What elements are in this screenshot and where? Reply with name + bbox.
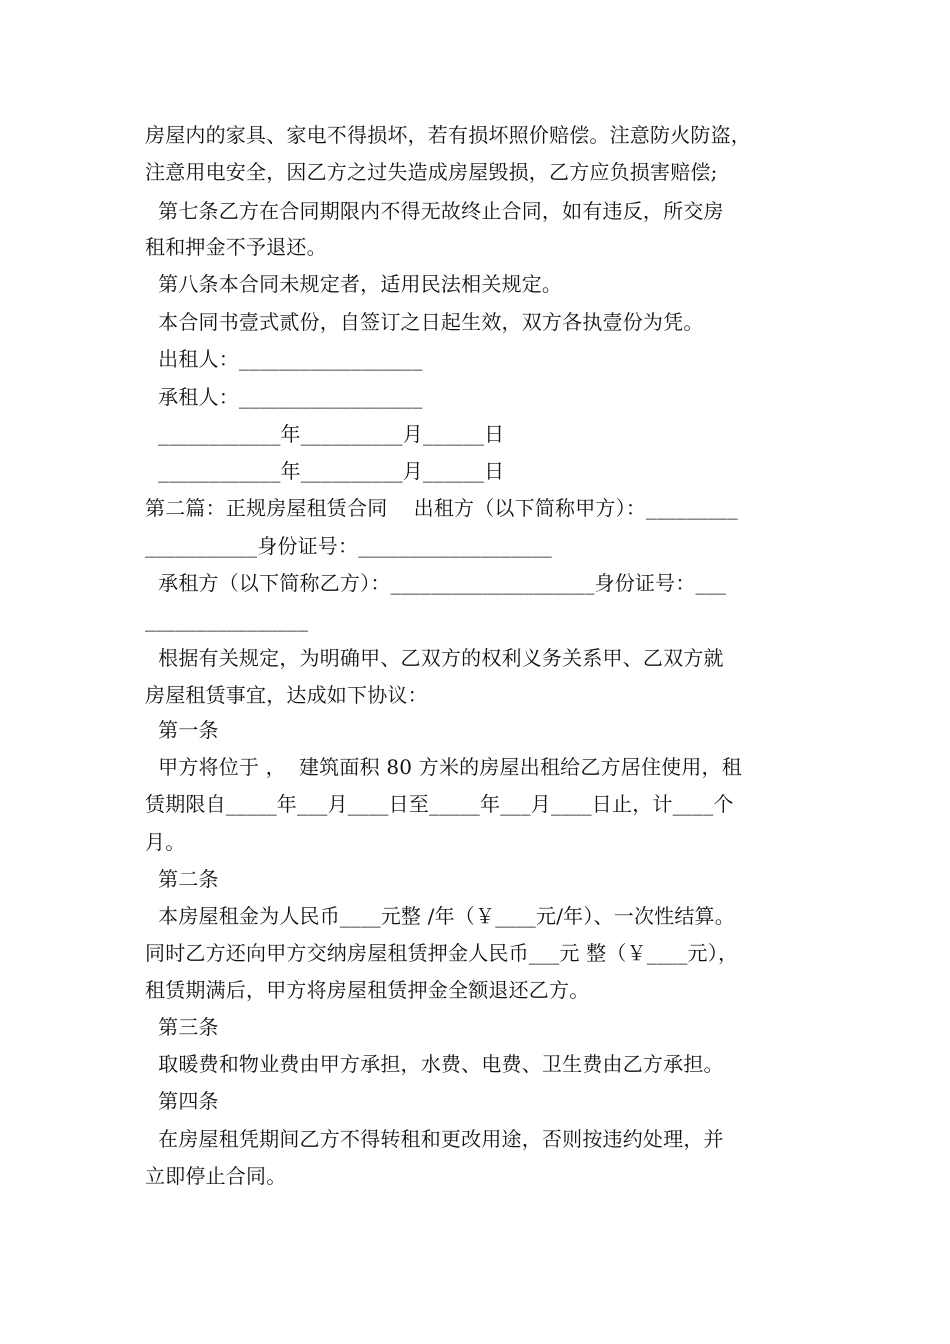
text-line-1: 房屋内的家具、家电不得损坏，若有损坏照价赔偿。注意防火防盗， [145,123,751,147]
text-line-19: 赁期限自_____年___月____日至_____年___月____日止，计____个 [145,792,734,816]
signature-lessee: 承租人：__________________ [145,385,423,409]
text-line-28: 在房屋租凭期间乙方不得转租和更改用途，否则按违约处理，并 [145,1127,724,1151]
signature-lessor: 出租人：__________________ [145,347,423,371]
text-line-3: 第七条乙方在合同期限内不得无故终止合同，如有违反，所交房 [145,199,724,223]
text-line-24: 租赁期满后，甲方将房屋租赁押金全额退还乙方。 [145,978,590,1002]
article-3-heading: 第三条 [145,1015,219,1039]
text-line-14: ________________ [145,608,309,632]
text-line-22: 本房屋租金为人民币____元整 /年（￥____元/年）、一次性结算。 [145,904,735,928]
date-line-1: ____________年__________月______日 [145,422,505,446]
date-line-2: ____________年__________月______日 [145,459,505,483]
text-line-23: 同时乙方还向甲方交纳房屋租赁押金人民币___元 整（￥____元）， [145,941,739,965]
text-line-26: 取暖费和物业费由甲方承担，水费、电费、卫生费由乙方承担。 [145,1052,724,1076]
text-line-13: 承租方（以下简称乙方）：____________________身份证号：___ [145,571,727,595]
article-4-heading: 第四条 [145,1089,219,1113]
text-line-15: 根据有关规定，为明确甲、乙双方的权利义务关系甲、乙双方就 [145,646,724,670]
text-line-12: ___________身份证号：___________________ [145,534,552,558]
text-line-29: 立即停止合同。 [145,1164,287,1188]
text-line-5: 第八条本合同未规定者，适用民法相关规定。 [145,272,563,296]
article-2-heading: 第二条 [145,867,219,891]
article-1-heading: 第一条 [145,718,219,742]
text-line-18: 甲方将位于 ， 建筑面积 80 方米的房屋出租给乙方居住使用，租 [145,755,742,779]
text-line-4: 租和押金不予退还。 [145,235,327,259]
text-line-2: 注意用电安全，因乙方之过失造成房屋毁损，乙方应负损害赔偿; [145,160,718,184]
text-line-20: 月。 [145,830,186,854]
text-line-6: 本合同书壹式贰份，自签订之日起生效，双方各执壹份为凭。 [145,310,704,334]
text-line-16: 房屋租赁事宜，达成如下协议： [145,683,428,707]
section-heading: 第二篇：正规房屋租赁合同 出租方（以下简称甲方）：_________ [145,496,738,520]
